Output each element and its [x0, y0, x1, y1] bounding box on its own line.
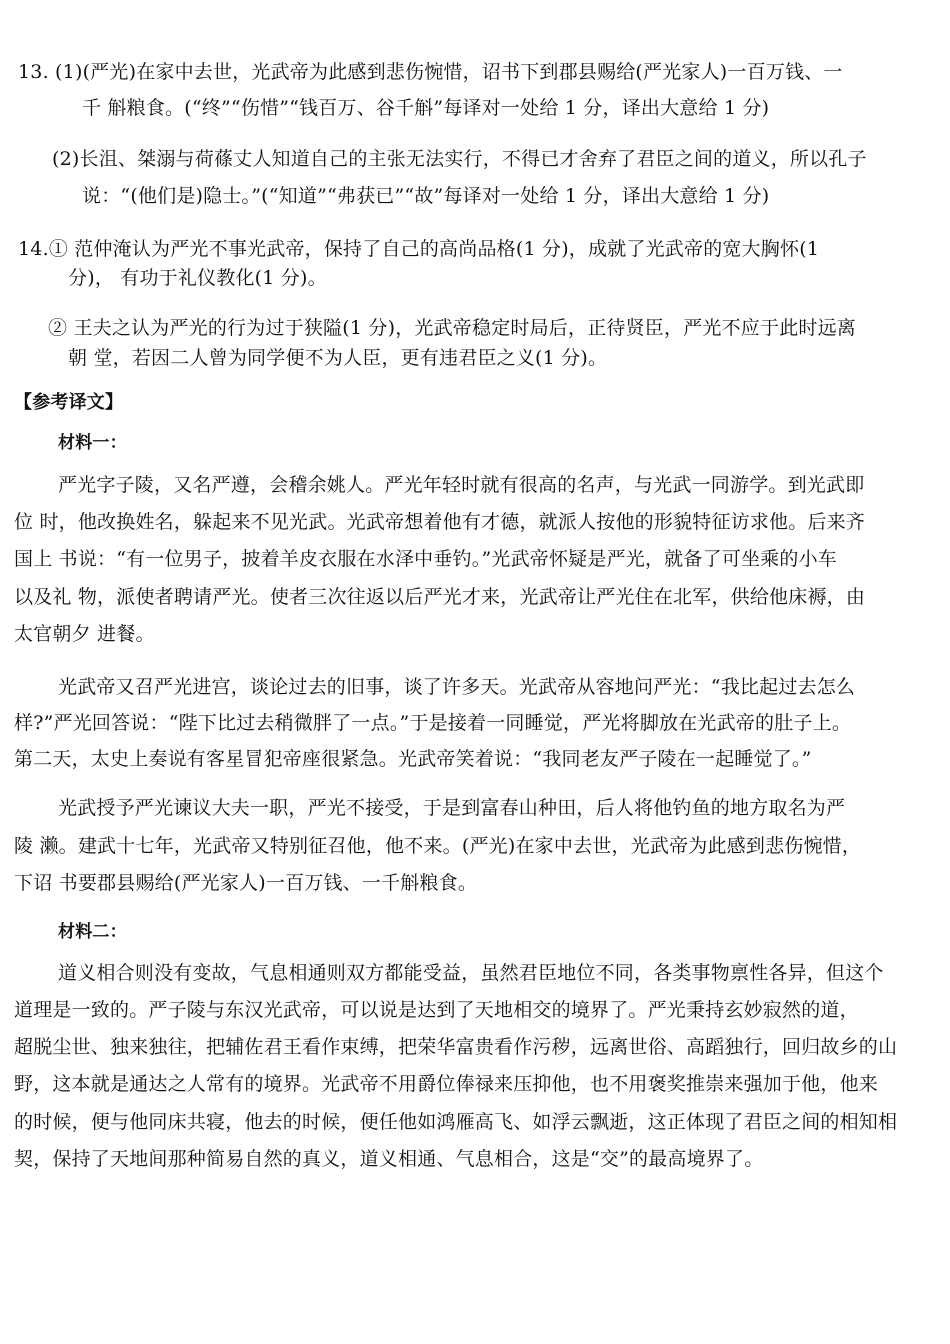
material-1-p1-line-5: 太官朝夕 进餐。	[14, 623, 155, 645]
q14-answer-2-line-2: 朝 堂，若因二人曾为同学便不为人臣，更有违君臣之义(1 分)。	[68, 347, 608, 369]
material-2-p1-line-1: 道义相合则没有变故，气息相通则双方都能受益，虽然君臣地位不同，各类事物禀性各异，但这个	[58, 962, 884, 984]
q13-answer-1-line-1: 13. (1)(严光)在家中去世，光武帝为此感到悲伤惋惜，诏书下到郡县赐给(严光家人)一百万钱、一	[18, 61, 843, 83]
q14-answer-1-line-1: 14.① 范仲淹认为严光不事光武帝，保持了自己的高尚品格(1 分)，成就了光武帝的宽大胸怀(1	[18, 238, 820, 260]
material-1-p2-line-3: 第二天，太史上奏说有客星冒犯帝座很紧急。光武帝笑着说：“我同老友严子陵在一起睡觉了。”	[14, 748, 812, 770]
material-1-p2-line-1: 光武帝又召严光进宫，谈论过去的旧事，谈了许多天。光武帝从容地问严光：“我比起过去怎么	[58, 676, 856, 698]
q13-answer-2-line-2: 说：“(他们是)隐士。”(“知道”“弗获已”“故”每译对一处给 1 分，译出大意给 1 分)	[82, 185, 770, 207]
material-2-p1-line-5: 的时候，便与他同床共寝，他去的时候，便任他如鸿雁高飞、如浮云飘逝，这正体现了君臣之间的相知相	[14, 1111, 898, 1133]
material-2-p1-line-6: 契，保持了天地间那种简易自然的真义，道义相通、气息相合，这是“交”的最高境界了。	[14, 1148, 764, 1170]
material-1-p1-line-2: 位 时，他改换姓名，躲起来不见光武。光武帝想着他有才德，就派人按他的形貌特征访求他。后来齐	[14, 511, 866, 533]
material-1-p3-line-2: 陵 濑。建武十七年，光武帝又特别征召他，他不来。(严光)在家中去世，光武帝为此感到悲伤惋惜，	[14, 835, 862, 857]
material-1-p1-line-3: 国上 书说：“有一位男子，披着羊皮衣服在水泽中垂钓。”光武帝怀疑是严光，就备了可坐乘的小车	[14, 548, 837, 570]
material-1-heading: 材料一：	[58, 433, 127, 453]
translation-heading: 【参考译文】	[14, 392, 124, 413]
material-1-p1-line-4: 以及礼 物，派使者聘请严光。使者三次往返以后严光才来，光武帝让严光住在北军，供给他床褥，由	[14, 586, 866, 608]
material-1-p3-line-1: 光武授予严光谏议大夫一职，严光不接受，于是到富春山种田，后人将他钓鱼的地方取名为严	[58, 797, 846, 819]
material-2-p1-line-2: 道理是一致的。严子陵与东汉光武帝，可以说是达到了天地相交的境界了。严光秉持玄妙寂然的道，	[14, 999, 859, 1021]
material-1-p2-line-2: 样?”严光回答说：“陛下比过去稍微胖了一点。”于是接着一同睡觉，严光将脚放在光武帝的肚子上。	[14, 712, 852, 734]
material-2-p1-line-4: 野，这本就是通达之人常有的境界。光武帝不用爵位俸禄来压抑他，也不用褒奖推崇来强加于他，他来	[14, 1073, 879, 1095]
material-2-heading: 材料二：	[58, 922, 127, 942]
material-2-p1-line-3: 超脱尘世、独来独往，把辅佐君王看作束缚，把荣华富贵看作污秽，远离世俗、高蹈独行，回归故乡的山	[14, 1036, 898, 1058]
q13-answer-1-line-2: 千 斛粮食。(“终”“伤惜”“钱百万、谷千斛”每译对一处给 1 分，译出大意给 1 分)	[82, 97, 770, 119]
q14-answer-1-line-2: 分)， 有功于礼仪教化(1 分)。	[68, 267, 327, 289]
q13-answer-2-line-1: (2)长沮、桀溺与荷蓧丈人知道自己的主张无法实行，不得已才舍弃了君臣之间的道义，所以孔子	[52, 148, 867, 170]
material-1-p3-line-3: 下诏 书要郡县赐给(严光家人)一百万钱、一千斛粮食。	[14, 872, 478, 894]
q14-answer-2-line-1: ② 王夫之认为严光的行为过于狭隘(1 分)，光武帝稳定时局后，正待贤臣，严光不应于此时远离	[48, 317, 856, 339]
material-1-p1-line-1: 严光字子陵，又名严遵，会稽余姚人。严光年轻时就有很高的名声，与光武一同游学。到光武即	[58, 474, 865, 496]
